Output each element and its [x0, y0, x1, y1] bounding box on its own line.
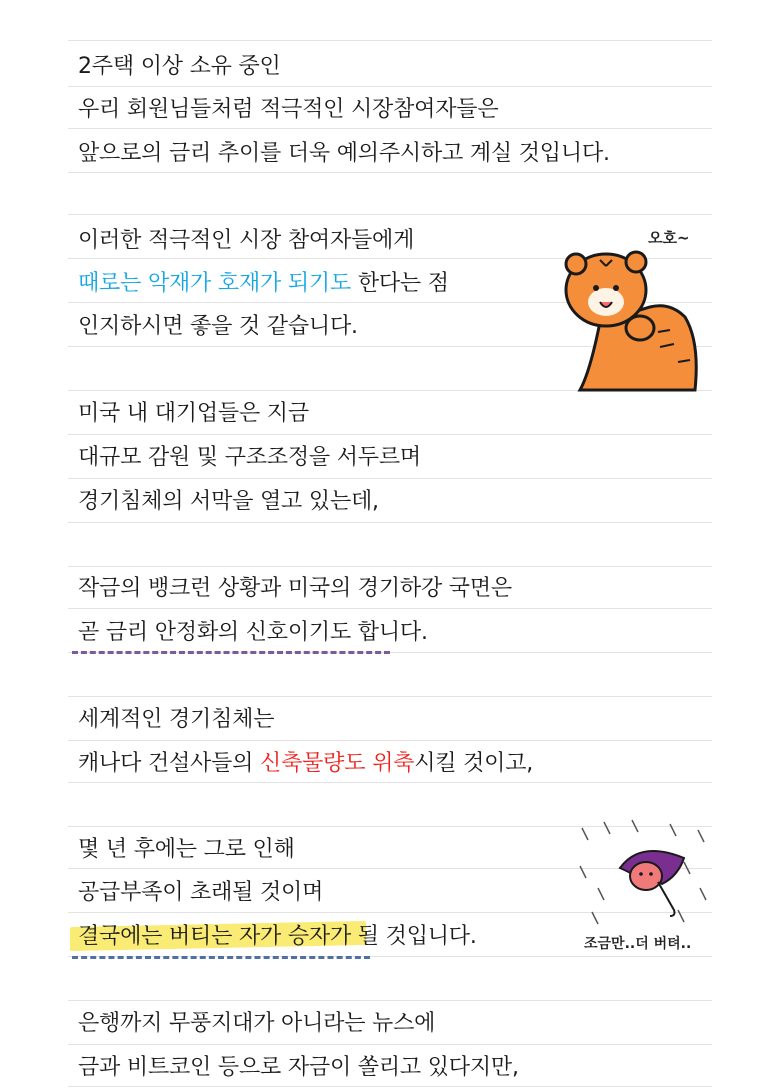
paragraph-4-line-1: 작금의 뱅크런 상황과 미국의 경기하강 국면은 [78, 576, 512, 601]
rule-line [68, 172, 712, 173]
paragraph-2-line-3: 인지하시면 좋을 것 같습니다. [78, 314, 358, 339]
umbrella-caption: 조금만..더 버텨.. [584, 936, 692, 952]
paragraph-3-line-1: 미국 내 대기업들은 지금 [78, 401, 309, 426]
paragraph-2-line-2 [78, 269, 449, 299]
umbrella-sticker [574, 818, 714, 958]
tiger-caption: 오호~ [648, 229, 690, 247]
rule-line [68, 1086, 712, 1087]
rule-line [68, 522, 712, 523]
rule-line [68, 214, 712, 215]
paragraph-2-line-2-rest: 한다는 점 [357, 271, 449, 296]
rain-umbrella-icon [574, 818, 714, 933]
paragraph-5-line-2-end: 시킬 것이고, [414, 751, 534, 776]
rule-line [68, 86, 712, 87]
rule-line [68, 478, 712, 479]
rule-line [68, 1000, 712, 1001]
rule-line [68, 434, 712, 435]
paragraph-2-line-1: 이러한 적극적인 시장 참여자들에게 [78, 228, 415, 253]
paragraph-3-line-2: 대규모 감원 및 구조조정을 서두르며 [78, 445, 421, 470]
rule-line [68, 696, 712, 697]
paragraph-7-line-2: 금과 비트코인 등으로 자금이 쏠리고 있다지만, [78, 1055, 519, 1080]
paragraph-5-line-2-start: 캐나다 건설사들의 [78, 751, 254, 776]
paragraph-5-line-1: 세계적인 경기침체는 [78, 707, 275, 732]
tiger-sticker [560, 222, 710, 392]
blue-emphasis-text: 때로는 악재가 호재가 되기도 [78, 271, 352, 296]
paragraph-1-line-1: 2주택 이상 소유 중인 [78, 54, 281, 79]
paragraph-5-line-2 [78, 749, 533, 779]
paragraph-6-line-2: 공급부족이 초래될 것이며 [78, 880, 324, 905]
rule-line [68, 1044, 712, 1045]
red-emphasis-text: 신축물량도 위축 [260, 751, 415, 776]
blue-dashed-underline [72, 956, 370, 959]
rule-line [68, 40, 712, 41]
paragraph-3-line-3: 경기침체의 서막을 열고 있는데, [78, 489, 379, 514]
paragraph-1-line-3: 앞으로의 금리 추이를 더욱 예의주시하고 계실 것입니다. [78, 141, 610, 166]
paragraph-7-line-1: 은행까지 무풍지대가 아니라는 뉴스에 [78, 1011, 436, 1036]
rule-line [68, 608, 712, 609]
paragraph-4-line-2: 곧 금리 안정화의 신호이기도 합니다. [78, 620, 428, 645]
paragraph-1-line-2: 우리 회원님들처럼 적극적인 시장참여자들은 [78, 97, 499, 122]
rule-line [68, 128, 712, 129]
rule-line [68, 782, 712, 783]
paragraph-6-line-1: 몇 년 후에는 그로 인해 [78, 837, 295, 862]
rule-line [68, 740, 712, 741]
rule-line [68, 566, 712, 567]
paragraph-6-line-3: 결국에는 버티는 자가 승자가 될 것입니다. [78, 924, 477, 949]
purple-dashed-underline [72, 651, 390, 654]
